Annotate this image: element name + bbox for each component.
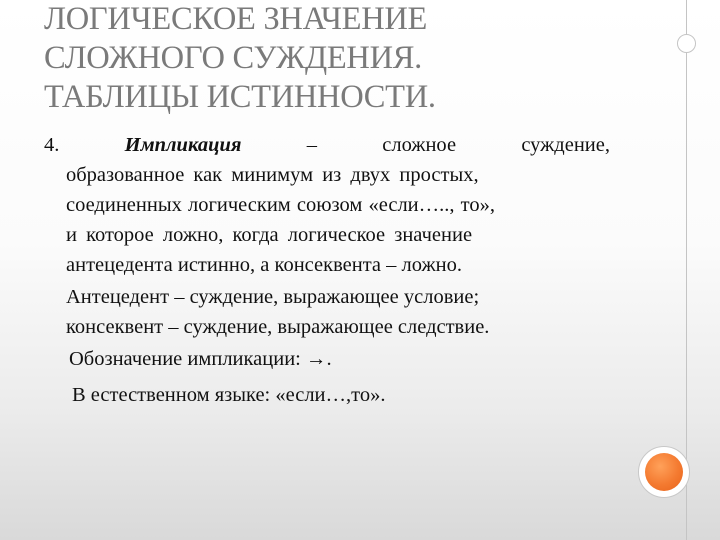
- decorative-orange-circle: [645, 453, 683, 491]
- definition-line-2: образованное как минимум из двух простых,: [66, 164, 479, 186]
- definition-line-5: антецедента истинно, а консеквента – ложно.: [66, 254, 462, 276]
- natural-language-text: В естественном языке: «если…,то».: [72, 384, 386, 406]
- definition-line-3: соединенных логическим союзом «если….., то»,: [66, 194, 495, 216]
- antecedent-text: Антецедент – суждение, выражающее условие;: [66, 286, 480, 308]
- title-line-1: ЛОГИЧЕСКОЕ ЗНАЧЕНИЕ: [44, 1, 428, 37]
- definition-line-1: [44, 130, 610, 160]
- notation-text: Обозначение импликации: →.: [69, 348, 332, 370]
- consequent-text: консеквент – суждение, выражающее следствие.: [66, 316, 490, 338]
- decorative-rail-node: [677, 34, 696, 53]
- definition-paragraph: [44, 130, 610, 280]
- title-line-3: ТАБЛИЦЫ ИСТИННОСТИ.: [44, 79, 436, 115]
- definition-word-complex: сложное: [382, 134, 457, 156]
- definition-word-judgement: суждение,: [521, 134, 610, 156]
- definition-dash: –: [306, 134, 317, 156]
- term-implication: Импликация: [124, 134, 242, 156]
- definition-line-4: и которое ложно, когда логическое значение: [66, 224, 473, 246]
- item-number: 4.: [44, 134, 60, 156]
- slide-title: [44, 0, 644, 117]
- title-line-2: СЛОЖНОГО СУЖДЕНИЯ.: [44, 40, 422, 76]
